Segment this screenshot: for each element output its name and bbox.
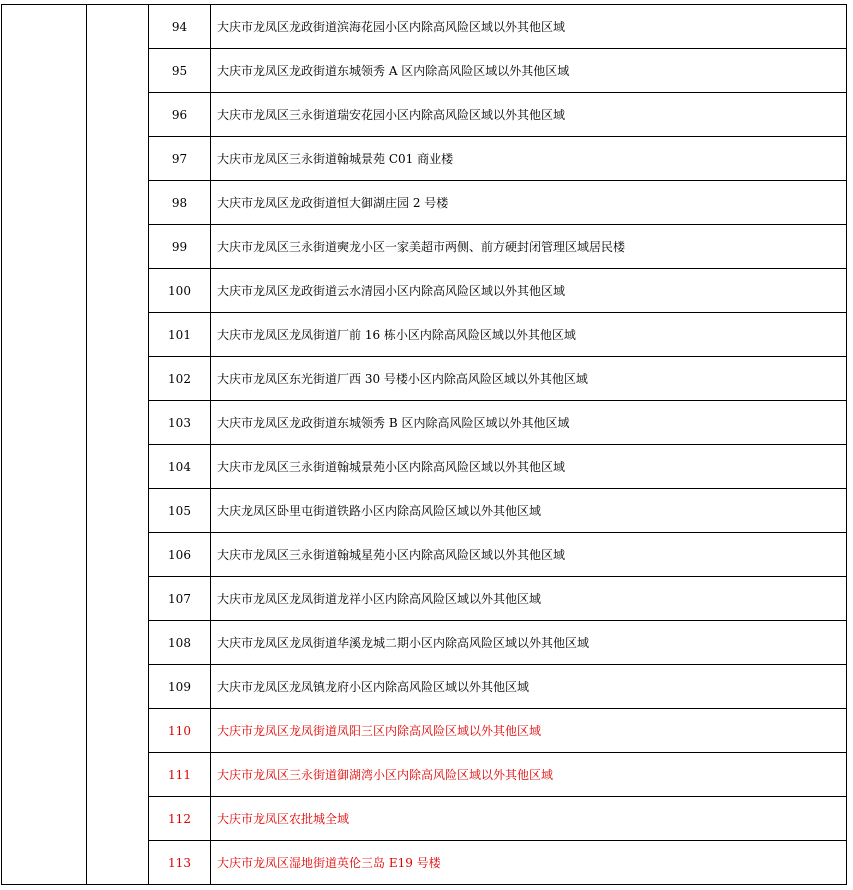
area-description-cell: 大庆市龙凤区三永街道翰城景苑小区内除高风险区域以外其他区域 bbox=[211, 445, 847, 489]
row-number-cell: 99 bbox=[149, 225, 211, 269]
row-number-cell: 98 bbox=[149, 181, 211, 225]
row-number-cell: 97 bbox=[149, 137, 211, 181]
area-description-cell: 大庆市龙凤区三永街道御湖湾小区内除高风险区域以外其他区域 bbox=[211, 753, 847, 797]
area-description-cell: 大庆市龙凤区龙政街道滨海花园小区内除高风险区域以外其他区域 bbox=[211, 5, 847, 49]
row-number-cell: 108 bbox=[149, 621, 211, 665]
row-number-cell: 105 bbox=[149, 489, 211, 533]
area-description-cell: 大庆市龙凤区三永街道奭龙小区一家美超市两侧、前方硬封闭管理区域居民楼 bbox=[211, 225, 847, 269]
row-number-cell: 94 bbox=[149, 5, 211, 49]
row-number-cell: 101 bbox=[149, 313, 211, 357]
row-number-cell: 112 bbox=[149, 797, 211, 841]
area-description-cell: 大庆市龙凤区湿地街道英伦三岛 E19 号楼 bbox=[211, 841, 847, 885]
row-number-cell: 103 bbox=[149, 401, 211, 445]
area-description-cell: 大庆市龙凤区龙凤街道华溪龙城二期小区内除高风险区域以外其他区域 bbox=[211, 621, 847, 665]
area-description-cell: 大庆市龙凤区东光街道厂西 30 号楼小区内除高风险区域以外其他区域 bbox=[211, 357, 847, 401]
row-number-cell: 104 bbox=[149, 445, 211, 489]
area-description-cell: 大庆市龙凤区龙政街道恒大御湖庄园 2 号楼 bbox=[211, 181, 847, 225]
area-description-cell: 大庆龙凤区卧里屯街道铁路小区内除高风险区域以外其他区域 bbox=[211, 489, 847, 533]
area-description-cell: 大庆市龙凤区龙凤镇龙府小区内除高风险区域以外其他区域 bbox=[211, 665, 847, 709]
merged-category-cell bbox=[87, 5, 149, 885]
table-row bbox=[2, 5, 847, 49]
area-description-cell: 大庆市龙凤区龙政街道东城领秀 B 区内除高风险区域以外其他区域 bbox=[211, 401, 847, 445]
row-number-cell: 113 bbox=[149, 841, 211, 885]
area-table bbox=[1, 4, 847, 885]
area-description-cell: 大庆市龙凤区龙政街道东城领秀 A 区内除高风险区域以外其他区域 bbox=[211, 49, 847, 93]
row-number-cell: 100 bbox=[149, 269, 211, 313]
row-number-cell: 106 bbox=[149, 533, 211, 577]
area-description-cell: 大庆市龙凤区农批城全域 bbox=[211, 797, 847, 841]
area-description-cell: 大庆市龙凤区龙凤街道龙祥小区内除高风险区域以外其他区域 bbox=[211, 577, 847, 621]
row-number-cell: 95 bbox=[149, 49, 211, 93]
row-number-cell: 109 bbox=[149, 665, 211, 709]
row-number-cell: 110 bbox=[149, 709, 211, 753]
area-description-cell: 大庆市龙凤区三永街道瑞安花园小区内除高风险区域以外其他区域 bbox=[211, 93, 847, 137]
area-description-cell: 大庆市龙凤区龙政街道云水清园小区内除高风险区域以外其他区域 bbox=[211, 269, 847, 313]
row-number-cell: 102 bbox=[149, 357, 211, 401]
area-description-cell: 大庆市龙凤区三永街道翰城星苑小区内除高风险区域以外其他区域 bbox=[211, 533, 847, 577]
area-description-cell: 大庆市龙凤区龙凤街道厂前 16 栋小区内除高风险区域以外其他区域 bbox=[211, 313, 847, 357]
merged-region-cell bbox=[2, 5, 87, 885]
row-number-cell: 111 bbox=[149, 753, 211, 797]
row-number-cell: 96 bbox=[149, 93, 211, 137]
area-description-cell: 大庆市龙凤区三永街道翰城景苑 C01 商业楼 bbox=[211, 137, 847, 181]
row-number-cell: 107 bbox=[149, 577, 211, 621]
area-table-body bbox=[2, 5, 847, 885]
area-description-cell: 大庆市龙凤区龙凤街道凤阳三区内除高风险区域以外其他区域 bbox=[211, 709, 847, 753]
